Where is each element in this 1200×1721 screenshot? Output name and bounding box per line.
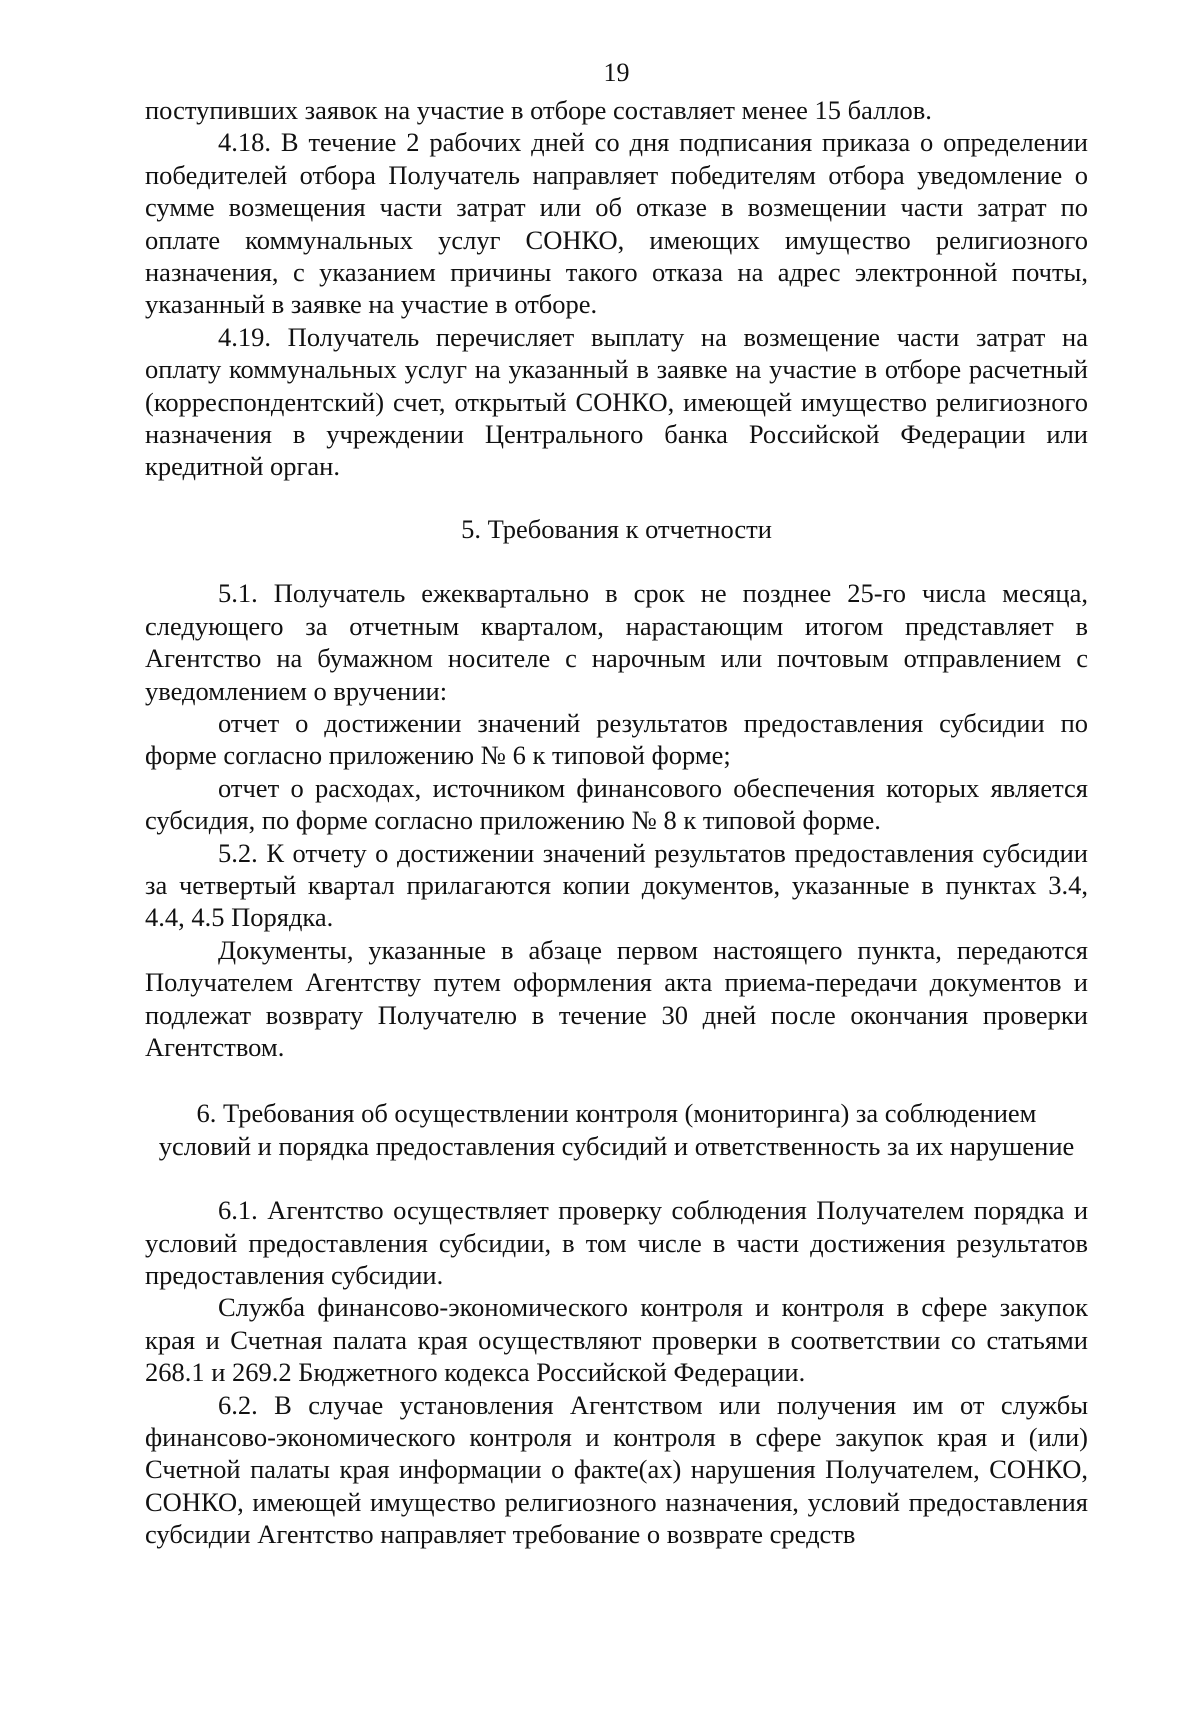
paragraph-continuation: поступивших заявок на участие в отборе составляет менее 15 баллов.	[145, 95, 932, 125]
paragraph-5-1-item-a: отчет о достижении значений результатов предоставления субсидии по форме согласно приложению № 6 к типовой форме;	[145, 707, 1088, 771]
paragraph-4-19: 4.19. Получатель перечисляет выплату на возмещение части затрат на оплату коммунальных услуг на указанный в заявке на участие в отборе расчетный (корреспондентский) счет, открытый СОНКО, имеющей имущество религиозного назначения в учреждении Центрального банка Российской Федерации или кредитной орган.	[145, 321, 1088, 482]
paragraph-4-18: 4.18. В течение 2 рабочих дней со дня подписания приказа о определении победителей отбора Получатель направляет победителям отбора уведомление о сумме возмещения части затрат или об отказе в возмещении части затрат по оплате коммунальных услуг СОНКО, имеющих имущество религиозного назначения, с указанием причины такого отказа на адрес электронной почты, указанный в заявке на участие в отборе.	[145, 127, 1088, 320]
paragraph-6-2: 6.2. В случае установления Агентством или получения им от службы финансово-экономического контроля и контроля в сфере закупок края и (или) Счетной палаты края информации о факте(ах) нарушения Получателем, СОНКО, СОНКО, имеющей имущество религиозного назначения, условий предоставления субсидии Агентство направляет требование о возврате средств	[145, 1389, 1088, 1550]
paragraph-6-1-continuation: Служба финансово-экономического контроля и контроля в сфере закупок края и Счетная палата края осуществляют проверки в соответствии со статьями 268.1 и 269.2 Бюджетного кодекса Российской Федерации.	[145, 1292, 1088, 1388]
paragraph-5-2: 5.2. К отчету о достижении значений результатов предоставления субсидии за четвертый квартал прилагаются копии документов, указанные в пунктах 3.4, 4.4, 4.5 Порядка.	[145, 837, 1088, 933]
section-heading-5: 5. Требования к отчетности	[461, 513, 772, 544]
section-heading-6-line-2: условий и порядка предоставления субсидий и ответственность за их нарушение	[158, 1130, 1075, 1161]
section-heading-6-line-1: 6. Требования об осуществлении контроля (мониторинга) за соблюдением	[196, 1098, 1037, 1129]
paragraph-5-1: 5.1. Получатель ежеквартально в срок не позднее 25-го числа месяца, следующего за отчетным кварталом, нарастающим итогом представляет в Агентство на бумажном носителе с нарочным или почтовым отправлением с уведомлением о вручении:	[145, 578, 1088, 706]
paragraph-5-2-continuation: Документы, указанные в абзаце первом настоящего пункта, передаются Получателем Агентству путем оформления акта приема-передачи документов и подлежат возврату Получателю в течение 30 дней после окончания проверки Агентством.	[145, 934, 1088, 1062]
page-number: 19	[603, 58, 630, 87]
paragraph-6-1: 6.1. Агентство осуществляет проверку соблюдения Получателем порядка и условий предоставления субсидии, в том числе в части достижения результатов предоставления субсидии.	[145, 1195, 1088, 1290]
section-heading-6	[145, 1097, 1088, 1162]
paragraph-5-1-item-b: отчет о расходах, источником финансового обеспечения которых является субсидия, по форме согласно приложению № 8 к типовой форме.	[145, 772, 1088, 836]
